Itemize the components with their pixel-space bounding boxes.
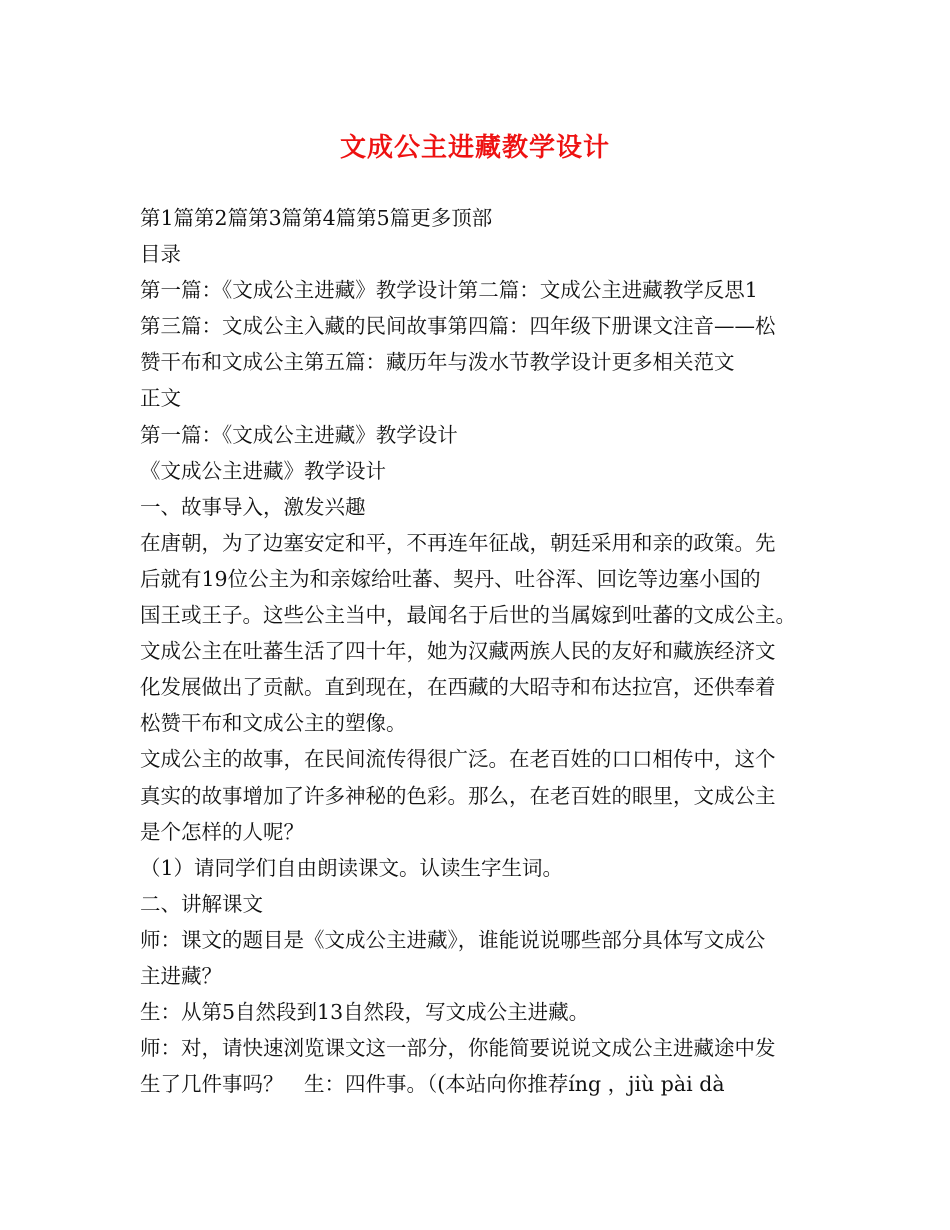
text-line-paragraph: 文成公主在吐蕃生活了四十年，她为汉藏两族人民的友好和藏族经济文 <box>140 639 776 664</box>
text-line-toc-3: 赞干布和文成公主第五篇：藏历年与泼水节教学设计更多相关范文 <box>140 350 735 375</box>
text-line-dialogue: 生了几件事吗？ 生：四件事。（(本站向你推荐íng ，jiù pài dà <box>140 1072 725 1097</box>
text-line-body-heading: 正文 <box>140 386 181 411</box>
text-line-dialogue: 师：课文的题目是《文成公主进藏》，谁能说说哪些部分具体写文成公 <box>140 927 766 952</box>
text-line-toc-heading: 目录 <box>140 242 181 267</box>
text-line-subtitle: 《文成公主进藏》教学设计 <box>140 458 386 483</box>
text-line-paragraph: 是个怎样的人呢？ <box>140 819 304 844</box>
text-line-paragraph: 松赞干布和文成公主的塑像。 <box>140 711 407 736</box>
text-line-dialogue: 师：对，请快速浏览课文这一部分，你能简要说说文成公主进藏途中发 <box>140 1036 776 1061</box>
text-line-paragraph: 化发展做出了贡献。直到现在，在西藏的大昭寺和布达拉宫，还供奉着 <box>140 675 776 700</box>
text-line-section-2: 二、讲解课文 <box>140 891 263 916</box>
text-line-toc-1: 第一篇：《文成公主进藏》教学设计第二篇：文成公主进藏教学反思1 <box>140 278 758 303</box>
text-line-paragraph: 后就有19位公主为和亲嫁给吐蕃、契丹、吐谷浑、回讫等边塞小国的 <box>140 566 761 591</box>
text-line-dialogue: 生：从第5自然段到13自然段，写文成公主进藏。 <box>140 1000 590 1025</box>
text-line-paragraph: 国王或王子。这些公主当中，最闻名于后世的当属嫁到吐蕃的文成公主。 <box>140 603 796 628</box>
document-body <box>140 200 840 1102</box>
text-line-paragraph: 真实的故事增加了许多神秘的色彩。那么，在老百姓的眼里，文成公主 <box>140 783 776 808</box>
text-line-dialogue: 主进藏？ <box>140 963 222 988</box>
text-line-nav: 第1篇第2篇第3篇第4篇第5篇更多顶部 <box>140 206 493 230</box>
text-line-section-1: 一、故事导入，激发兴趣 <box>140 494 366 519</box>
text-line-instruction: （1）请同学们自由朗读课文。认读生字生词。 <box>140 855 564 880</box>
text-line-paragraph: 在唐朝，为了边塞安定和平，不再连年征战，朝廷采用和亲的政策。先 <box>140 530 776 555</box>
text-line-chapter-heading: 第一篇：《文成公主进藏》教学设计 <box>140 422 458 447</box>
text-line-paragraph: 文成公主的故事，在民间流传得很广泛。在老百姓的口口相传中，这个 <box>140 747 776 772</box>
text-line-toc-2: 第三篇：文成公主入藏的民间故事第四篇：四年级下册课文注音——松 <box>140 314 776 339</box>
document-title: 文成公主进藏教学设计 <box>339 133 610 163</box>
